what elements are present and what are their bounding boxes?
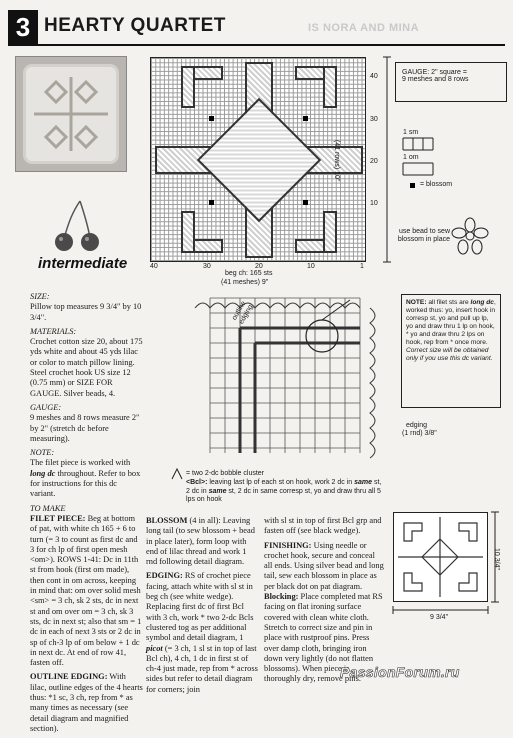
- blocking-heading: Blocking:: [264, 592, 299, 602]
- note-box-bold: long dc: [470, 299, 494, 306]
- heart-block: [181, 211, 195, 253]
- edging-body: RS of crochet piece facing, attach white with sl st in beg ch (see white wedge). Replacing first dc of first Bcl with 3 ch, work * two 2-dc Bcls clustered tog as per additional symbol and detail diagram, 1: [146, 571, 254, 643]
- chart-meshes-label: (41 meshes) 9": [221, 279, 269, 286]
- width-dimension-line: [393, 606, 488, 614]
- legend-sm: 1 sm: [403, 129, 419, 136]
- bobble-abbrev: <Bcl>:: [186, 479, 208, 486]
- to-make-heading: TO MAKE: [30, 503, 66, 513]
- pillow-pattern: [26, 67, 116, 161]
- skill-level-badge: intermediate: [38, 255, 128, 272]
- bobble-same-1: same: [354, 479, 373, 486]
- note-text-bold: long dc: [30, 468, 56, 478]
- blossom-legend-dot: [410, 183, 415, 188]
- final-height: 10 3/4": [493, 548, 500, 570]
- edging-text: [146, 571, 258, 695]
- legend-outline: outline edging: [231, 300, 255, 326]
- y-tick: 40: [370, 73, 378, 80]
- blossom-heading: BLOSSOM: [146, 516, 188, 525]
- finished-pattern-outline: [394, 513, 487, 601]
- x-tick: 30: [203, 263, 211, 270]
- instructions-column-2: [146, 516, 258, 699]
- gauge-box-line-2: 9 meshes and 8 rows: [402, 76, 469, 83]
- final-width: 9 3/4": [430, 614, 449, 621]
- legend-edging-size: (1 rnd) 3/8": [402, 430, 437, 437]
- heart-block: [323, 66, 337, 108]
- legend-edging: edging: [406, 422, 428, 429]
- join-text: with sl st in top of first Bcl grp and fasten off (see black wedge).: [264, 516, 382, 536]
- pillow-image: [26, 67, 116, 161]
- blossom-text: [146, 516, 258, 567]
- blossom-dot: [209, 200, 214, 205]
- x-tick: 40: [150, 263, 158, 270]
- outline-body: With lilac, outline edges of the 4 hearts thus: *1 sc, 3 ch, rep from * as many times as necessary (see detail diagram and magnified section).: [30, 672, 143, 733]
- bobble-description: [186, 479, 386, 505]
- bobble-text-2: st, 2 dc in: [186, 479, 382, 495]
- chart-beg-label: beg ch: 165 sts: [225, 270, 273, 277]
- blossom-diagram-icon: [452, 218, 488, 254]
- note-text-a: The filet piece is worked with: [30, 458, 131, 468]
- filet-text: [30, 514, 143, 668]
- picot-term: picot: [146, 643, 163, 653]
- size-text: Pillow top measures 9 3/4" by 10 3/4".: [30, 302, 142, 322]
- heart-block: [323, 211, 337, 253]
- finished-pillow-diagram: [393, 512, 488, 602]
- x-tick: 10: [307, 263, 315, 270]
- y-tick: 10: [370, 200, 378, 207]
- bobble-text-1: leaving last lp of each st on hook, work 2 dc in: [207, 479, 355, 486]
- blossom-body: (4 in all): Leaving long tail (to sew blossom + bead in place later), form loop with end of lilac thread and work 1 rnd following detail diagram.: [146, 516, 255, 567]
- legend-om: 1 om: [403, 154, 419, 161]
- instructions-column-1: [30, 292, 143, 738]
- outline-text: [30, 672, 143, 734]
- gauge-heading: GAUGE:: [30, 402, 62, 412]
- gauge-box-line-1: GAUGE: 2" square =: [402, 69, 467, 76]
- outline-heading: OUTLINE EDGING:: [30, 672, 108, 682]
- note-heading: NOTE:: [30, 448, 55, 458]
- pattern-number: 3: [8, 10, 38, 44]
- bobble-text-3: st, 2 dc in same corresp st, yo and draw thru all 5 lps on hook: [186, 487, 381, 503]
- note-box-text-1: all filet sts are: [426, 299, 471, 306]
- note-text-b: throughout. Refer to box for instructions for this dc variant.: [30, 468, 141, 499]
- finishing-heading: FINISHING:: [264, 540, 312, 550]
- filet-heading: FILET PIECE:: [30, 513, 86, 523]
- filet-body: Beg at bottom of pat, with white ch 165 + 6 to turn (= 3 to count as first dc and 3 for ch lp of first open mesh <om>). ROWS 1-41: Dc in 11th st from hook (first om made), then cont in om across, keeping in mind that: om over solid mesh <sm> = 3 ch, sk 2 sts, dc in next st and om over om = 3 ch, sk 3 sts, dc in next st; also that sm = 1 dc in each of next 3 sts or 2 dc in sp of ch-3 lp of om below + 1 dc in next dc. At end of row 41, fasten off.: [30, 513, 142, 668]
- bobble-same-2: same: [208, 487, 227, 495]
- long-dc-note-box: [401, 294, 501, 408]
- edging-body-2: (= 3 ch, 1 sl st in top of last Bcl ch), 4 ch, 1 dc in first st of ch-4 just made, rep from * across sides but refer to detail diagram for corners; join: [146, 643, 258, 694]
- edging-detail-chart: [180, 288, 390, 460]
- gauge-text: 9 meshes and 8 rows measure 2" by 2" (stretch dc before measuring).: [30, 413, 140, 443]
- heart-block: [181, 66, 195, 108]
- pillow-photo: [15, 56, 127, 172]
- chart-rows-label: (41 rows) 10": [333, 140, 340, 182]
- note-text: [30, 458, 143, 499]
- note-box-text-2: , worked thus: yo, insert hook in corresp st, yo and pull up lp, yo and draw thru 1 lp on hook, * yo and draw thru 2 lps on hook, rep from * once more.: [406, 299, 496, 346]
- page-title: HEARTY QUARTET: [44, 15, 226, 36]
- note-box-heading: NOTE:: [406, 299, 427, 306]
- blossom-dot: [303, 116, 308, 121]
- blossom-dot: [209, 116, 214, 121]
- x-tick: 1: [360, 263, 364, 270]
- solid-mesh-symbol: [401, 136, 441, 150]
- bobble-cluster-symbol: [170, 468, 184, 480]
- note-box-italic: Correct size will be obtained only if you use this dc variant.: [406, 347, 493, 362]
- legend-blossom: = blossom: [420, 181, 453, 188]
- legend-bead: use bead to sew blossom in place: [397, 228, 450, 243]
- instructions-column-3: [264, 516, 384, 689]
- y-tick: 20: [370, 158, 378, 165]
- open-mesh-symbol: [401, 161, 441, 175]
- x-tick: 20: [255, 263, 263, 270]
- edging-heading: EDGING:: [146, 571, 183, 581]
- materials-text: Crochet cotton size 20, about 175 yds white and about 45 yds lilac or color to match pillow lining. Steel crochet hook US size 12 (0.75 mm) or SIZE FOR GAUGE. Silver beads, 4.: [30, 337, 143, 398]
- ghost-heading: IS NORA AND MINA: [308, 22, 420, 34]
- materials-heading: MATERIALS:: [30, 326, 77, 336]
- size-heading: SIZE:: [30, 292, 50, 301]
- blossom-dot: [303, 200, 308, 205]
- blocking-body: Place completed mat RS facing on flat ironing surface covered with clean white cloth. Stretch to correct size and pin in place with rustproof pins. Press over damp cloth, bringing iron down very lightly (do not flatten blossoms). When piece is thoroughly dry, remove pins.: [264, 592, 383, 684]
- watermark: PassionForum.ru: [340, 664, 460, 680]
- header-rule: [8, 44, 505, 46]
- bobble-title: = two 2-dc bobble cluster: [186, 470, 265, 477]
- cherry-icon: [50, 196, 110, 256]
- finishing-body: Using needle or crochet hook, secure and conceal all ends. Using silver bead and long tail, sew each blossom in place as per black dot on pat diagram.: [264, 540, 384, 591]
- y-tick: 30: [370, 116, 378, 123]
- gauge-box: [395, 62, 507, 102]
- page-header: [8, 10, 505, 44]
